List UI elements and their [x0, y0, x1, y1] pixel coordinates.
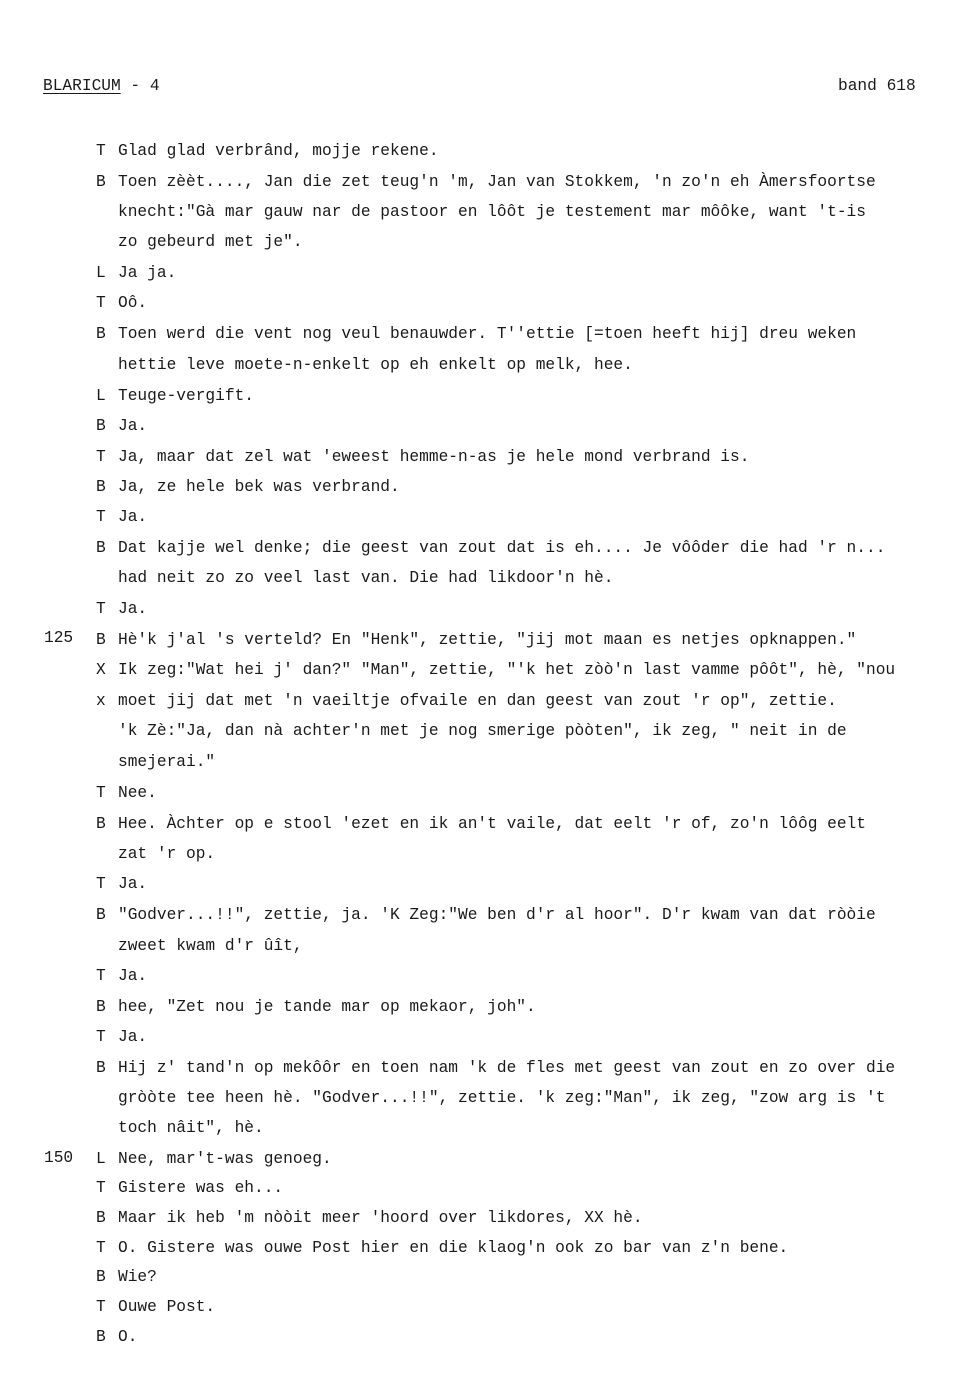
transcript-line	[96, 784, 157, 802]
speaker: B	[96, 631, 106, 649]
speaker: B	[96, 325, 106, 343]
transcript-line	[96, 967, 147, 985]
utterance: had neit zo zo veel last van. Die had likdoor'n hè.	[118, 569, 614, 587]
speaker: B	[96, 998, 106, 1016]
speaker: T	[96, 508, 106, 526]
line-number: 150	[44, 1149, 74, 1167]
transcript-line	[96, 448, 749, 466]
transcript-line	[96, 1239, 788, 1257]
utterance: Ja.	[118, 417, 148, 435]
utterance: Dat kajje wel denke; die geest van zout dat is eh.... Je vôôder die had 'r n...	[118, 539, 886, 557]
utterance: Ja, maar dat zel wat 'eweest hemme-n-as je hele mond verbrand is.	[118, 448, 750, 466]
utterance: Teuge-vergift.	[118, 387, 254, 405]
transcript-line	[96, 1150, 332, 1168]
transcript-line	[118, 203, 866, 221]
utterance: zweet kwam d'r ûît,	[118, 937, 303, 955]
transcript-line	[118, 753, 215, 771]
speaker: B	[96, 815, 106, 833]
speaker: B	[96, 1268, 106, 1286]
place-name: BLARICUM	[43, 77, 121, 95]
transcript-line	[118, 722, 847, 740]
transcript-line	[96, 1328, 137, 1346]
utterance: 'k Zè:"Ja, dan nà achter'n met je nog smerige pòòten", ik zeg, " neit in de	[118, 722, 847, 740]
utterance: moet jij dat met 'n vaeiltje ofvaile en dan geest van zout 'r op", zettie.	[118, 692, 837, 710]
utterance: Ja.	[118, 967, 148, 985]
speaker: B	[96, 1328, 106, 1346]
transcript-line	[118, 1089, 885, 1107]
utterance: Ja.	[118, 508, 148, 526]
transcript-line	[118, 845, 215, 863]
speaker: T	[96, 1179, 106, 1197]
utterance: Glad glad verbrând, mojje rekene.	[118, 142, 439, 160]
utterance: O. Gistere was ouwe Post hier en die klaog'n ook zo bar van z'n bene.	[118, 1239, 789, 1257]
speaker: T	[96, 875, 106, 893]
utterance: Ja, ze hele bek was verbrand.	[118, 478, 400, 496]
utterance: Hij z' tand'n op mekôôr en toen nam 'k de fles met geest van zout en zo over die	[118, 1059, 896, 1077]
speaker: L	[96, 264, 106, 282]
transcript-line	[96, 1059, 895, 1077]
utterance: zo gebeurd met je".	[118, 233, 303, 251]
utterance: Oô.	[118, 294, 148, 312]
transcript-line	[96, 1268, 157, 1286]
utterance: Ouwe Post.	[118, 1298, 216, 1316]
transcript-line	[96, 692, 837, 710]
utterance: Gistere was eh...	[118, 1179, 284, 1197]
transcript-line	[96, 387, 254, 405]
transcript-line	[96, 142, 439, 160]
transcript-line	[96, 1209, 643, 1227]
speaker: B	[96, 417, 106, 435]
page-number: 4	[149, 77, 160, 95]
header-separator: -	[120, 77, 150, 95]
transcript-line	[96, 1298, 215, 1316]
utterance: hettie leve moete-n-enkelt op eh enkelt op melk, hee.	[118, 356, 633, 374]
transcript-line	[118, 937, 303, 955]
speaker: T	[96, 967, 106, 985]
transcript-line	[118, 356, 633, 374]
speaker: B	[96, 906, 106, 924]
speaker: B	[96, 1059, 106, 1077]
transcript-line	[96, 417, 147, 435]
speaker: T	[96, 784, 106, 802]
transcript-line	[96, 906, 876, 924]
speaker: T	[96, 142, 106, 160]
speaker: T	[96, 600, 106, 618]
utterance: toch nâit", hè.	[118, 1119, 264, 1137]
utterance: Nee, mar't-was genoeg.	[118, 1150, 332, 1168]
transcript-line	[96, 478, 400, 496]
utterance: Ja ja.	[118, 264, 177, 282]
utterance: zat 'r op.	[118, 845, 216, 863]
transcript-line	[96, 998, 536, 1016]
transcript-line	[96, 661, 895, 679]
transcript-line	[96, 815, 866, 833]
band-number: band 618	[838, 77, 916, 95]
utterance: O.	[118, 1328, 138, 1346]
utterance: Hè'k j'al 's verteld? En "Henk", zettie, "jij mot maan es netjes opknappen."	[118, 631, 857, 649]
transcript-line	[96, 325, 856, 343]
speaker: L	[96, 387, 106, 405]
utterance: Ja.	[118, 600, 148, 618]
utterance: Toen werd die vent nog veul benauwder. T''ettie [=toen heeft hij] dreu weken	[118, 325, 857, 343]
utterance: Ja.	[118, 1028, 148, 1046]
speaker: T	[96, 1298, 106, 1316]
utterance: Wie?	[118, 1268, 157, 1286]
transcript-line	[96, 1179, 283, 1197]
speaker: B	[96, 1209, 106, 1227]
transcript-line	[118, 233, 303, 251]
speaker: T	[96, 448, 106, 466]
speaker: x	[96, 692, 106, 710]
transcript-line	[96, 539, 885, 557]
utterance: Ja.	[118, 875, 148, 893]
utterance: hee, "Zet nou je tande mar op mekaor, joh".	[118, 998, 536, 1016]
speaker: T	[96, 1028, 106, 1046]
transcript-line	[96, 600, 147, 618]
transcript-line	[118, 569, 613, 587]
utterance: knecht:"Gà mar gauw nar de pastoor en lôôt je testement mar môôke, want 't-is	[118, 203, 866, 221]
page-header-title	[43, 77, 160, 95]
speaker: B	[96, 173, 106, 191]
utterance: "Godver...!!", zettie, ja. 'K Zeg:"We ben d'r al hoor". D'r kwam van dat ròòie	[118, 906, 876, 924]
utterance: Ik zeg:"Wat hei j' dan?" "Man", zettie, "'k het zòò'n last vamme pôôt", hè, "nou	[118, 661, 896, 679]
speaker: B	[96, 478, 106, 496]
speaker: L	[96, 1150, 106, 1168]
transcript-line	[96, 294, 147, 312]
transcript-line	[96, 173, 876, 191]
speaker: T	[96, 294, 106, 312]
transcript-line	[118, 1119, 264, 1137]
transcript-line	[96, 631, 856, 649]
utterance: Toen zèèt...., Jan die zet teug'n 'm, Jan van Stokkem, 'n zo'n eh Àmersfoortse	[118, 173, 876, 191]
transcript-line	[96, 875, 147, 893]
utterance: smejerai."	[118, 753, 216, 771]
utterance: Nee.	[118, 784, 157, 802]
transcript-line	[96, 508, 147, 526]
transcript-line	[96, 1028, 147, 1046]
utterance: Hee. Àchter op e stool 'ezet en ik an't vaile, dat eelt 'r of, zo'n lôôg eelt	[118, 815, 866, 833]
utterance: Maar ik heb 'm nòòit meer 'hoord over likdores, XX hè.	[118, 1209, 643, 1227]
speaker: B	[96, 539, 106, 557]
speaker: X	[96, 661, 106, 679]
line-number: 125	[44, 629, 74, 647]
transcript-line	[96, 264, 176, 282]
utterance: gròòte tee heen hè. "Godver...!!", zettie. 'k zeg:"Man", ik zeg, "zow arg is 't	[118, 1089, 886, 1107]
speaker: T	[96, 1239, 106, 1257]
